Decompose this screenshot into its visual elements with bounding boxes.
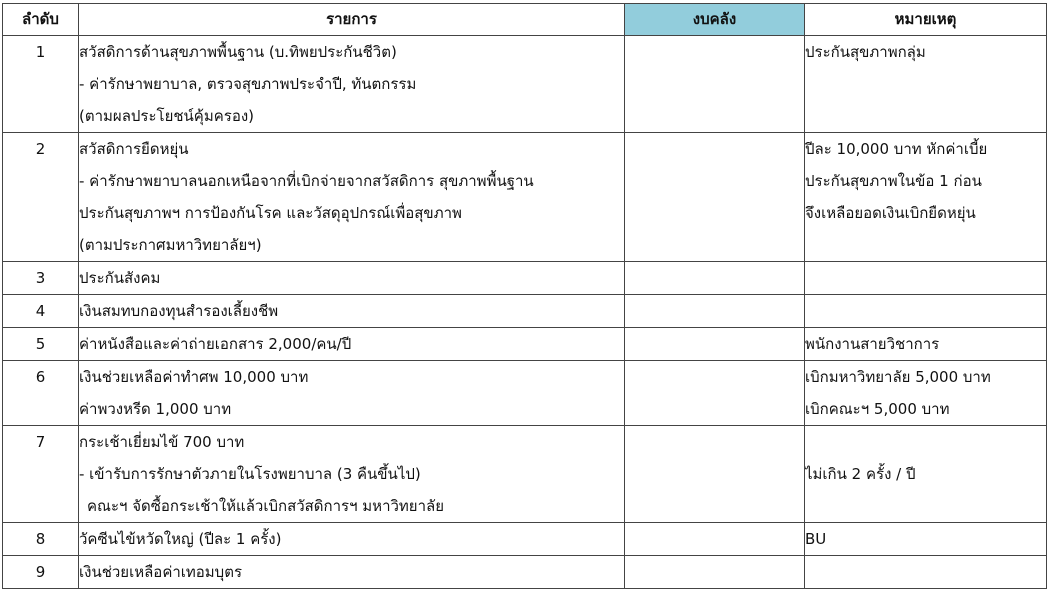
- table-row: [3, 361, 1047, 426]
- row-note: [805, 295, 1047, 328]
- row-note: [805, 523, 1047, 556]
- row-number: 6: [3, 361, 79, 426]
- row-note: [805, 426, 1047, 523]
- table-row: [3, 523, 1047, 556]
- row-number: 7: [3, 426, 79, 523]
- row-number: 3: [3, 262, 79, 295]
- row-note: [805, 361, 1047, 426]
- row-budget: [625, 36, 805, 133]
- note-line: พนักงานสายวิชาการ: [805, 335, 940, 353]
- benefits-table: [2, 3, 1047, 589]
- item-line: ประกันสังคม: [79, 269, 161, 287]
- item-line: สวัสดิการยืดหยุ่น: [79, 140, 189, 158]
- row-item: [79, 328, 625, 361]
- row-budget: [625, 295, 805, 328]
- row-item: [79, 133, 625, 262]
- header-note: หมายเหตุ: [805, 4, 1047, 36]
- item-line: วัคซีนไข้หวัดใหญ่ (ปีละ 1 ครั้ง): [79, 530, 282, 548]
- note-line: ปีละ 10,000 บาท หักค่าเบี้ย: [805, 140, 988, 158]
- note-line: เบิกมหาวิทยาลัย 5,000 บาท: [805, 368, 991, 386]
- item-line: เงินสมทบกองทุนสำรองเลี้ยงชีพ: [79, 302, 279, 320]
- row-item: [79, 361, 625, 426]
- table-row: [3, 262, 1047, 295]
- note-line: เบิกคณะฯ 5,000 บาท: [805, 400, 950, 418]
- row-number: 2: [3, 133, 79, 262]
- note-line: ประกันสุขภาพในข้อ 1 ก่อน: [805, 172, 982, 190]
- row-note: [805, 36, 1047, 133]
- item-line: สวัสดิการด้านสุขภาพพื้นฐาน (บ.ทิพยประกันชีวิต): [79, 43, 397, 61]
- row-number: 9: [3, 556, 79, 589]
- row-item: [79, 426, 625, 523]
- row-item: [79, 262, 625, 295]
- row-budget: [625, 361, 805, 426]
- row-note: [805, 262, 1047, 295]
- note-line: [805, 295, 1046, 327]
- row-note: [805, 133, 1047, 262]
- row-budget: [625, 523, 805, 556]
- header-row: [3, 4, 1047, 36]
- item-line: เงินช่วยเหลือค่าทำศพ 10,000 บาท: [79, 368, 309, 386]
- table-row: [3, 295, 1047, 328]
- item-line: ประกันสุขภาพฯ การป้องกันโรค และวัสดุอุปกรณ์เพื่อสุขภาพ: [79, 204, 462, 222]
- item-line: - ค่ารักษาพยาบาล, ตรวจสุขภาพประจำปี, ทันตกรรม: [79, 75, 417, 93]
- item-line: (ตามประกาศมหาวิทยาลัยฯ): [79, 236, 262, 254]
- note-line: BU: [805, 530, 827, 548]
- row-budget: [625, 262, 805, 295]
- item-line: ค่าหนังสือและค่าถ่ายเอกสาร 2,000/คน/ปี: [79, 335, 352, 353]
- table-body: [3, 36, 1047, 589]
- table-row: [3, 36, 1047, 133]
- header-no: ลำดับ: [3, 4, 79, 36]
- row-number: 4: [3, 295, 79, 328]
- header-budget: งบคลัง: [625, 4, 805, 36]
- row-item: [79, 295, 625, 328]
- item-line: คณะฯ จัดซื้อกระเช้าให้แล้วเบิกสวัสดิการฯ มหาวิทยาลัย: [87, 497, 444, 515]
- item-line: กระเช้าเยี่ยมไข้ 700 บาท: [79, 433, 245, 451]
- note-line: จึงเหลือยอดเงินเบิกยืดหยุ่น: [805, 204, 976, 222]
- row-number: 5: [3, 328, 79, 361]
- row-item: [79, 36, 625, 133]
- table-row: [3, 328, 1047, 361]
- table-row: [3, 426, 1047, 523]
- note-line: ประกันสุขภาพกลุ่ม: [805, 43, 926, 61]
- row-number: 1: [3, 36, 79, 133]
- item-line: - ค่ารักษาพยาบาลนอกเหนือจากที่เบิกจ่ายจากสวัสดิการ สุขภาพพื้นฐาน: [79, 172, 534, 190]
- row-note: [805, 328, 1047, 361]
- table-row: [3, 133, 1047, 262]
- note-line: [805, 262, 1046, 294]
- row-budget: [625, 328, 805, 361]
- row-item: [79, 523, 625, 556]
- item-line: (ตามผลประโยชน์คุ้มครอง): [79, 107, 254, 125]
- row-number: 8: [3, 523, 79, 556]
- note-line: [805, 426, 1046, 458]
- row-budget: [625, 426, 805, 523]
- item-line: เงินช่วยเหลือค่าเทอมบุตร: [79, 563, 243, 581]
- note-line: ไม่เกิน 2 ครั้ง / ปี: [805, 465, 916, 483]
- note-line: [805, 556, 1046, 588]
- header-item: รายการ: [79, 4, 625, 36]
- item-line: - เข้ารับการรักษาตัวภายในโรงพยาบาล (3 คืนขึ้นไป): [79, 465, 421, 483]
- item-line: ค่าพวงหรีด 1,000 บาท: [79, 400, 232, 418]
- row-budget: [625, 133, 805, 262]
